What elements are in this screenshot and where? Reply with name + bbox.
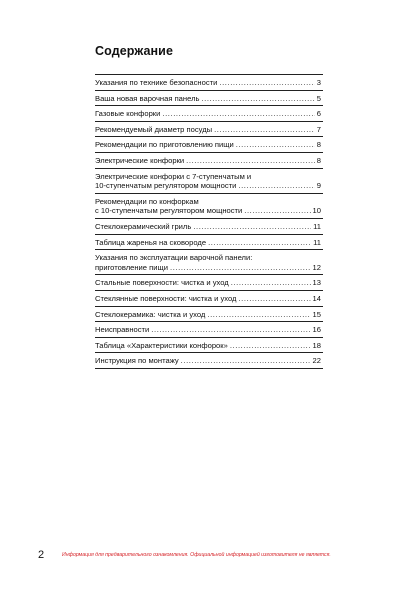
toc-entry-line [95,341,321,351]
toc-entry-line [95,172,321,182]
toc-entry-title: Стеклокерамический гриль [95,221,192,231]
toc-entry-page: 22 [312,356,321,366]
toc-entry-line [95,78,321,88]
toc-entry[interactable] [95,194,323,219]
toc-entry[interactable] [95,137,323,153]
dot-leader [238,181,314,191]
toc-entry-page: 15 [312,309,321,319]
toc-entry[interactable] [95,219,323,235]
toc-entry-title: Стальные поверхности: чистка и уход [95,278,229,288]
toc-entry-line [95,181,321,191]
toc-entry-title: Рекомендации по приготовлению пищи [95,140,234,150]
dot-leader [201,94,314,104]
toc-entry[interactable] [95,353,323,369]
toc-entry-page: 18 [312,340,321,350]
toc-entry-line [95,206,321,216]
toc-entry-line [95,94,321,104]
toc-entry-page: 10 [312,206,321,216]
toc-entry-page: 8 [316,155,321,165]
toc-entry[interactable] [95,169,323,194]
toc-entry[interactable] [95,291,323,307]
toc-entry-title: 10-ступенчатым регулятором мощности [95,181,237,191]
dot-leader [231,278,311,288]
disclaimer-note: Информация для предварительного ознакомления. Официальной информацией изготовителя не является. [62,552,331,558]
toc-entry-line [95,356,321,366]
toc-entry-page: 3 [316,78,321,87]
toc-entry-title: Ваша новая варочная панель [95,93,200,103]
table-of-contents [95,74,323,369]
toc-entry-line [95,238,321,248]
toc-entry-title: Указания по эксплуатации варочной панели: [95,253,253,263]
toc-entry-page: 5 [316,93,321,103]
toc-entry-line [95,222,321,232]
dot-leader [186,156,315,166]
toc-entry-title: приготовление пищи [95,262,168,272]
toc-entry[interactable] [95,338,323,354]
toc-entry-line [95,310,321,320]
toc-entry-page: 16 [312,325,321,335]
toc-entry-page: 9 [316,181,321,191]
toc-entry-title: Инструкция по монтажу [95,356,179,366]
toc-entry-title: Таблица жаренья на сковороде [95,237,207,247]
toc-entry-title: Электрические конфорки с 7-ступенчатым и [95,171,252,181]
toc-entry-page: 8 [316,140,321,150]
dot-leader [244,206,310,216]
toc-entry[interactable] [95,322,323,338]
toc-entry-page: 11 [313,221,321,231]
toc-entry-page: 12 [312,262,321,272]
toc-entry-title: Таблица «Характеристики конфорок» [95,340,228,350]
toc-entry-line [95,109,321,119]
page-number: 2 [38,549,45,561]
dot-leader [151,325,310,335]
toc-entry-title: Рекомендуемый диаметр посуды [95,124,213,134]
toc-entry[interactable] [95,106,323,122]
page-title: Содержание [95,44,174,58]
dot-leader [238,294,310,304]
toc-entry-line [95,253,321,263]
toc-entry-line [95,278,321,288]
toc-entry-title: Электрические конфорки [95,155,185,165]
dot-leader [208,238,311,248]
toc-entry-title: с 10-ступенчатым регулятором мощности [95,206,243,216]
toc-entry-title: Указания по технике безопасности [95,78,218,87]
dot-leader [219,78,314,88]
toc-entry[interactable] [95,153,323,169]
toc-entry-title: Рекомендации по конфоркам [95,196,199,206]
toc-entry[interactable] [95,91,323,107]
dot-leader [193,222,311,232]
toc-entry-line [95,294,321,304]
toc-entry-page: 7 [316,124,321,134]
toc-entry-line [95,125,321,135]
toc-entry[interactable] [95,307,323,323]
toc-entry-line [95,140,321,150]
dot-leader [214,125,315,135]
toc-entry-page: 13 [312,278,321,288]
dot-leader [162,109,314,119]
toc-entry-line [95,156,321,166]
toc-entry-page: 14 [312,293,321,303]
toc-entry[interactable] [95,75,323,91]
toc-entry-title: Стеклянные поверхности: чистка и уход [95,293,237,303]
toc-entry-page: 11 [313,237,321,247]
toc-entry-page: 6 [316,109,321,119]
toc-entry-line [95,263,321,273]
toc-entry[interactable] [95,235,323,251]
dot-leader [181,356,311,366]
dot-leader [230,341,311,351]
dot-leader [207,310,310,320]
toc-entry-title: Стеклокерамика: чистка и уход [95,309,206,319]
toc-entry-title: Газовые конфорки [95,109,161,119]
toc-entry-line [95,325,321,335]
toc-entry[interactable] [95,250,323,275]
toc-entry-title: Неисправности [95,325,150,335]
dot-leader [236,140,315,150]
toc-entry-line [95,197,321,207]
dot-leader [170,263,311,273]
toc-entry[interactable] [95,275,323,291]
toc-entry[interactable] [95,122,323,138]
